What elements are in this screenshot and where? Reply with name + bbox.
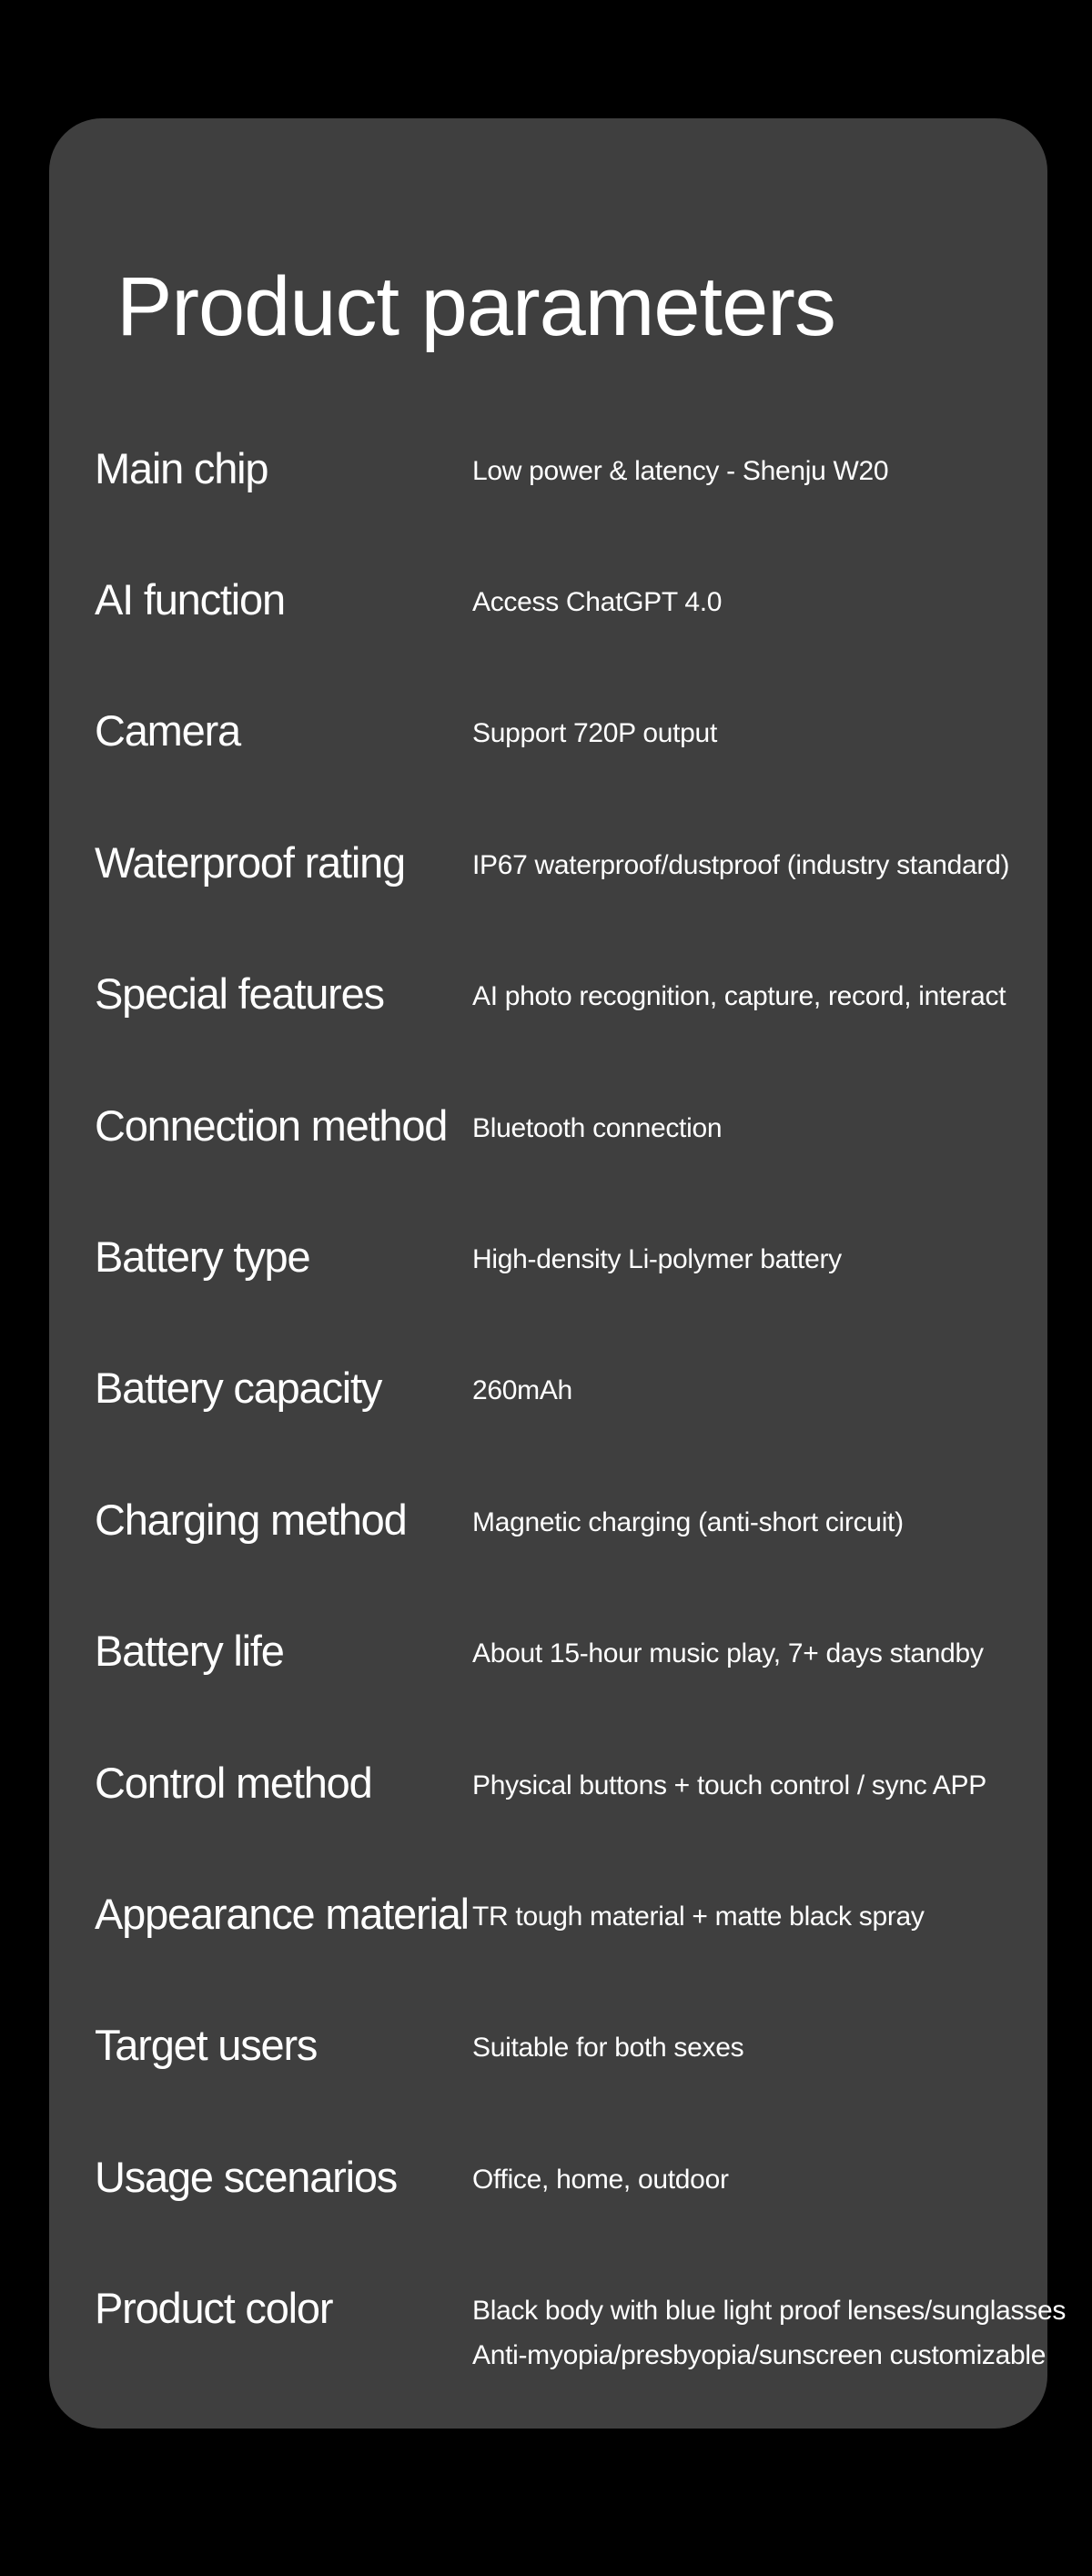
param-value: Suitable for both sexes [472,2033,744,2063]
param-value: Bluetooth connection [472,1113,723,1143]
param-row-battery-capacity [95,1361,1050,1425]
param-value: IP67 waterproof/dustproof (industry standard) [472,850,1010,880]
param-row-camera [95,704,1050,767]
param-row-connection-method [95,1099,1050,1162]
param-row-usage-scenarios [95,2150,1050,2214]
param-row-main-chip [95,441,1050,505]
param-row-control-method [95,1756,1050,1820]
param-value: Access ChatGPT 4.0 [472,587,723,617]
param-value: Office, home, outdoor [472,2165,729,2195]
param-value: TR tough material + matte black spray [472,1902,925,1932]
param-row-target-users [95,2018,1050,2082]
param-label: Usage scenarios [95,2153,398,2201]
param-label: Appearance material [95,1890,469,1938]
param-value: Support 720P output [472,718,717,748]
param-label: AI function [95,575,285,624]
param-label: Product color [95,2284,333,2332]
param-value: Physical buttons + touch control / sync APP [472,1770,986,1800]
param-value: Black body with blue light proof lenses/sunglasses [472,2296,1067,2326]
param-label: Battery life [95,1627,284,1675]
param-row-appearance-material [95,1887,1050,1951]
param-value: AI photo recognition, capture, record, interact [472,981,1006,1011]
param-value: About 15-hour music play, 7+ days standby [472,1638,984,1668]
param-label: Control method [95,1759,372,1807]
param-value: High-density Li-polymer battery [472,1244,842,1274]
param-row-ai-function [95,573,1050,636]
param-label: Connection method [95,1101,448,1150]
param-label: Camera [95,706,240,755]
param-label: Special features [95,969,384,1018]
param-label: Charging method [95,1496,407,1544]
param-row-product-color [95,2281,1067,2390]
param-row-special-features [95,967,1050,1030]
page-title: Product parameters [116,260,835,353]
param-label: Battery type [95,1232,310,1281]
param-value-second-line: Anti-myopia/presbyopia/sunscreen customizable [472,2340,1046,2370]
param-row-battery-type [95,1230,1050,1293]
param-row-battery-life [95,1624,1050,1688]
param-value: Magnetic charging (anti-short circuit) [472,1507,904,1537]
param-label: Waterproof rating [95,838,405,887]
param-value: Low power & latency - Shenju W20 [472,456,889,486]
param-label: Target users [95,2021,318,2069]
param-row-waterproof-rating [95,836,1050,899]
param-value: 260mAh [472,1375,572,1405]
param-label: Battery capacity [95,1364,382,1412]
param-row-charging-method [95,1493,1050,1557]
param-label: Main chip [95,444,268,492]
